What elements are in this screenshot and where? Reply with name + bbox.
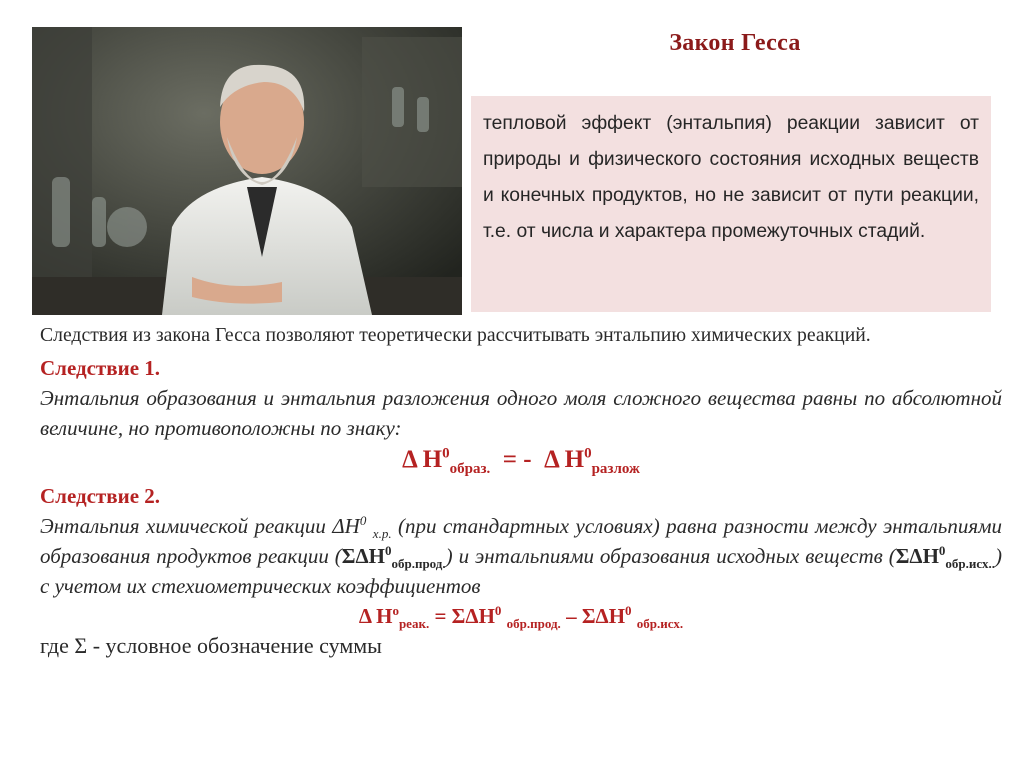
title-text: Закон Гесса xyxy=(669,30,801,56)
prod-sup: 0 xyxy=(384,543,392,558)
definition-text: тепловой эффект (энтальпия) реакции зависит от природы и физического состояния исходных веществ и конечных продуктов, но не зависит от пути реакции, т.е. от числа и характера промежуточных стадий. xyxy=(483,113,979,242)
c2-reactants-term xyxy=(895,543,995,572)
c2-text-a-sub: х.р. xyxy=(372,526,392,542)
c2-products-term xyxy=(341,543,446,572)
f2-r-sup: 0 xyxy=(625,603,632,618)
c2-text-a-sup: 0 xyxy=(359,513,367,528)
ref-sub: обр.исх.. xyxy=(945,556,995,572)
corollary-2-heading: Следствие 2. xyxy=(40,484,161,508)
formula-right-symbol: Δ H xyxy=(544,446,585,473)
corollary-2-formula xyxy=(40,601,1002,631)
scientist-photo xyxy=(32,27,462,315)
formula-left-sub: образ. xyxy=(449,461,491,477)
formula-operator: = - xyxy=(502,446,532,473)
ref-sup: 0 xyxy=(938,543,946,558)
f2-lhs: Δ H xyxy=(358,604,393,628)
c2-text-a: Энтальпия химической реакции ΔH xyxy=(40,514,360,538)
sum-footnote: где Σ - условное обозначение суммы xyxy=(40,633,382,658)
prod-sub: обр.прод. xyxy=(391,556,446,572)
f2-minus: – ΣΔH xyxy=(560,604,626,628)
f2-lhs-sub: реак. xyxy=(398,616,430,632)
f2-p-sub: обр.прод. xyxy=(506,616,561,632)
c2-text-c: ) и энтальпиями образования исходных веществ ( xyxy=(445,544,896,568)
c2-text-d: ) с учетом их стехиометрических коэффициентов xyxy=(40,544,1002,598)
corollary-1-text: Энтальпия образования и энтальпия разложения одного моля сложного вещества равны по абсолютной величине, но противоположны по знаку: xyxy=(40,386,1002,440)
f2-lhs-sup: o xyxy=(392,603,399,618)
f2-p-sup: 0 xyxy=(494,603,502,618)
main-content xyxy=(40,322,1002,661)
definition-box xyxy=(471,96,991,312)
ref-symbol: ΣΔH xyxy=(895,544,939,568)
corollary-2-text xyxy=(40,511,1002,601)
slide-title xyxy=(470,30,1000,57)
c2-text-b: (при стандартных условиях) равна разности между энтальпиями образования продуктов реакции ( xyxy=(40,514,1002,568)
formula-left-sup: 0 xyxy=(442,445,450,462)
formula-left-symbol: Δ H xyxy=(402,446,443,473)
intro-text: Следствия из закона Гесса позволяют теоретически рассчитывать энтальпию химических реакций. xyxy=(40,324,871,346)
f2-r-sub: обр.исх. xyxy=(636,616,684,632)
corollary-1-heading: Следствие 1. xyxy=(40,356,161,380)
formula-right-sup: 0 xyxy=(584,445,592,462)
f2-eq: = ΣΔH xyxy=(429,604,495,628)
formula-right-sub: разлож xyxy=(591,461,640,477)
prod-symbol: ΣΔH xyxy=(341,544,385,568)
scientist-illustration xyxy=(32,27,462,315)
corollary-1-formula xyxy=(40,443,1002,477)
